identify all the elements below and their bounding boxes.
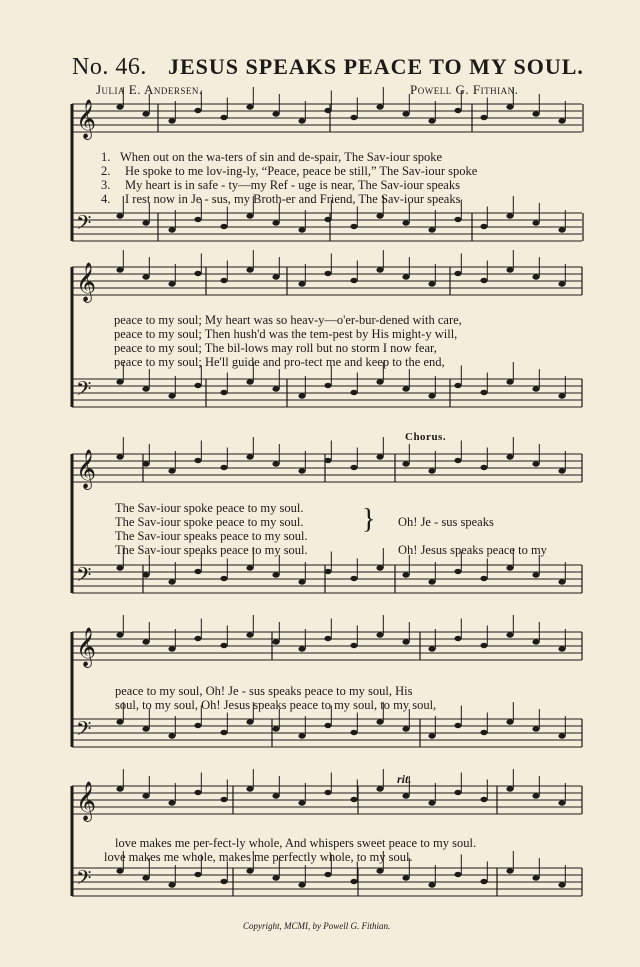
stanza-2-line-1: He spoke to me lov-ing-ly, “Peace, peace be still,” The Sav-iour spoke: [125, 164, 478, 178]
hymn-title: JESUS SPEAKS PEACE TO MY SOUL.: [168, 54, 584, 79]
svg-text:𝄞: 𝄞: [76, 449, 97, 489]
stanza-3-number: 3.: [101, 178, 111, 192]
svg-text:𝄞: 𝄞: [76, 99, 97, 139]
svg-text:𝄢: 𝄢: [76, 563, 92, 591]
stanza-3-line-2: peace to my soul; The bil-lows may roll but no storm I now fear,: [114, 341, 437, 355]
system3-line-2: The Sav-iour spoke peace to my soul.: [115, 515, 304, 529]
stanza-1-line-2: peace to my soul; My heart was so heav-y—o'er-bur-dened with care,: [114, 313, 462, 327]
brace-symbol: }: [362, 504, 376, 535]
stanza-2-line-2: peace to my soul; Then hush'd was the tem-pest by His might-y will,: [114, 327, 458, 341]
system4-soprano-text: peace to my soul, Oh! Je - sus speaks peace to my soul, His: [115, 684, 413, 698]
stanza-4-line-1: I rest now in Je - sus, my Broth-er and Friend, The Sav-iour speaks: [125, 192, 461, 206]
system4-bass-text: soul, to my soul, Oh! Jesus speaks peace to my soul, to my soul,: [115, 698, 437, 712]
stanza-4-line-2: peace to my soul; He'll guide and pro-tect me and keep to the end,: [114, 355, 445, 369]
chorus-soprano-text: Oh! Je - sus speaks: [398, 515, 494, 529]
system3-line-3: The Sav-iour speaks peace to my soul.: [115, 529, 308, 543]
noteheads: [116, 87, 565, 888]
copyright-notice: Copyright, MCMI, by Powell G. Fithian.: [243, 921, 391, 931]
chorus-bass-text: Oh! Jesus speaks peace to my: [398, 543, 547, 557]
svg-text:𝄞: 𝄞: [76, 781, 97, 821]
svg-text:𝄢: 𝄢: [76, 717, 92, 745]
svg-text:𝄞: 𝄞: [76, 627, 97, 667]
stanza-1-number: 1.: [101, 150, 111, 164]
svg-text:𝄢: 𝄢: [76, 211, 92, 239]
svg-text:𝄢: 𝄢: [76, 866, 92, 894]
svg-text:𝄢: 𝄢: [76, 377, 92, 405]
chorus-label: Chorus.: [405, 431, 447, 443]
stanza-4-number: 4.: [101, 192, 111, 206]
system5-soprano-text: love makes me per-fect-ly whole, And whispers sweet peace to my soul.: [115, 836, 477, 850]
stanza-3-line-1: My heart is in safe - ty—my Ref - uge is near, The Sav-iour speaks: [125, 178, 460, 192]
clefs: [76, 99, 96, 894]
hymn-number: No. 46.: [72, 54, 147, 80]
svg-text:𝄞: 𝄞: [76, 262, 97, 302]
system3-line-1: The Sav-iour spoke peace to my soul.: [115, 501, 304, 515]
system5-bass-text: love makes me whole, makes me perfectly whole, to my soul.: [104, 850, 413, 864]
stanza-1-line-1: When out on the wa-ters of sin and de-spair, The Sav-iour spoke: [120, 150, 443, 164]
ritardando-mark: rit.: [397, 772, 412, 786]
stanza-2-number: 2.: [101, 164, 111, 178]
lyricist-credit: Julia E. Andersen.: [96, 82, 203, 97]
system3-line-4: The Sav-iour speaks peace to my soul.: [115, 543, 308, 557]
composer-credit: Powell G. Fithian.: [410, 82, 519, 97]
